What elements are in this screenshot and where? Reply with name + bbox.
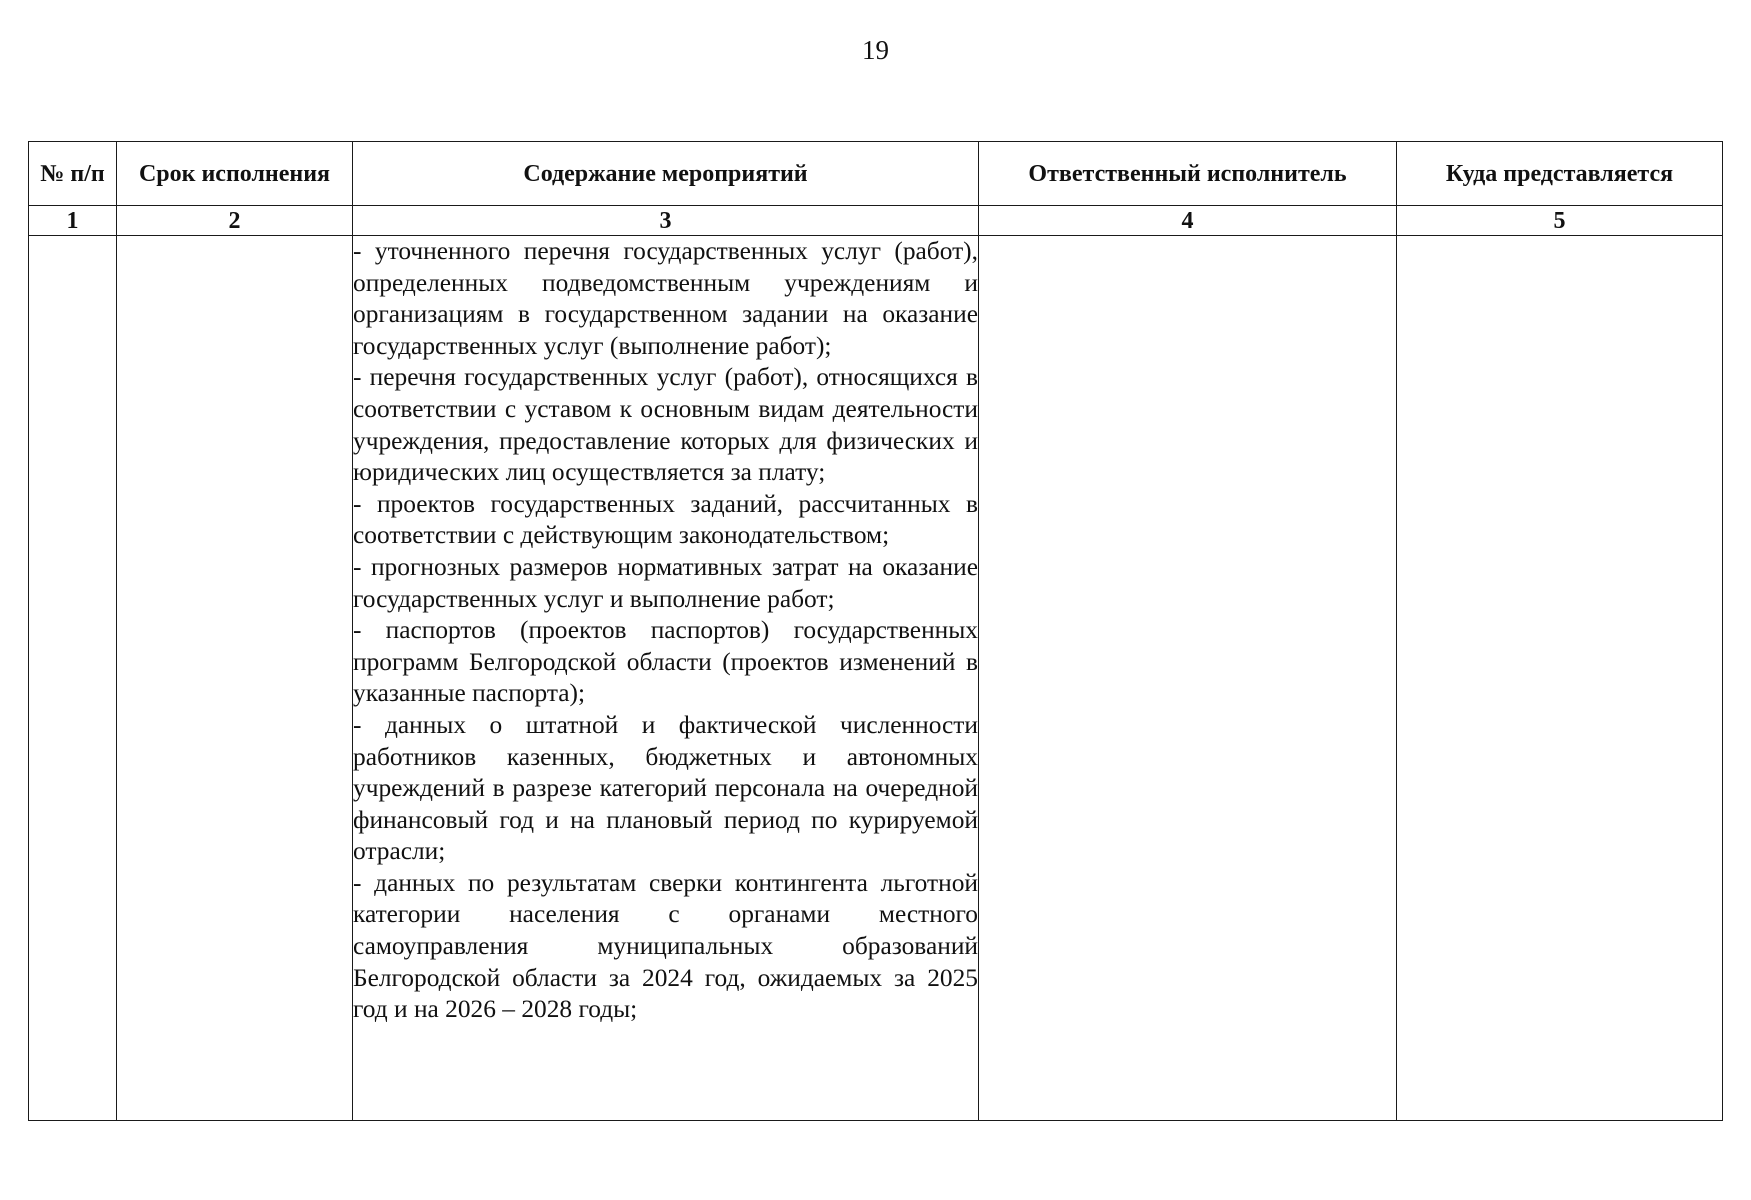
- column-number-4: 4: [979, 206, 1397, 236]
- cell-responsible: [979, 236, 1397, 1121]
- column-number-3: 3: [353, 206, 979, 236]
- cell-deadline: [117, 236, 353, 1121]
- content-item: - паспортов (проектов паспортов) государственных программ Белгородской области (проектов изменений в указанные паспорта);: [353, 616, 978, 708]
- header-submitted-to: Куда представляется: [1397, 142, 1723, 206]
- content-item: - проектов государственных заданий, рассчитанных в соответствии с действующим законодательством;: [353, 489, 978, 550]
- page-number: 19: [862, 35, 889, 65]
- column-number-5: 5: [1397, 206, 1723, 236]
- cell-number: [29, 236, 117, 1121]
- header-content: Содержание мероприятий: [353, 142, 979, 206]
- cell-submitted-to: [1397, 236, 1723, 1121]
- content-item: - уточненного перечня государственных услуг (работ), определенных подведомственным учреждениям и организациям в государственном задании на оказание государственных услуг (выполнение работ);: [353, 237, 978, 360]
- content-item: - данных по результатам сверки контингента льготной категории населения с органами местного самоуправления муниципальных образований Белгородской области за 2024 год, ожидаемых за 2025 год и на 2026 – 2028 годы;: [353, 868, 978, 1024]
- content-item: - прогнозных размеров нормативных затрат на оказание государственных услуг и выполнение работ;: [353, 552, 978, 613]
- header-responsible: Ответственный исполнитель: [979, 142, 1397, 206]
- activities-table: [28, 141, 1723, 1121]
- header-deadline: Срок исполнения: [117, 142, 353, 206]
- content-item: - перечня государственных услуг (работ), относящихся в соответствии с уставом к основным видам деятельности учреждения, предоставление которых для физических и юридических лиц осуществляется за плату;: [353, 363, 978, 487]
- table-header-row: [29, 142, 1723, 206]
- column-number-2: 2: [117, 206, 353, 236]
- column-number-1: 1: [29, 206, 117, 236]
- table-row: [29, 236, 1723, 1121]
- content-item: - данных о штатной и фактической численности работников казенных, бюджетных и автономных учреждений в разрезе категорий персонала на очередной финансовый год и на плановый период по курируемой отрасли;: [353, 710, 978, 866]
- column-number-row: [29, 206, 1723, 236]
- cell-content: [353, 236, 979, 1121]
- header-number: № п/п: [29, 142, 117, 206]
